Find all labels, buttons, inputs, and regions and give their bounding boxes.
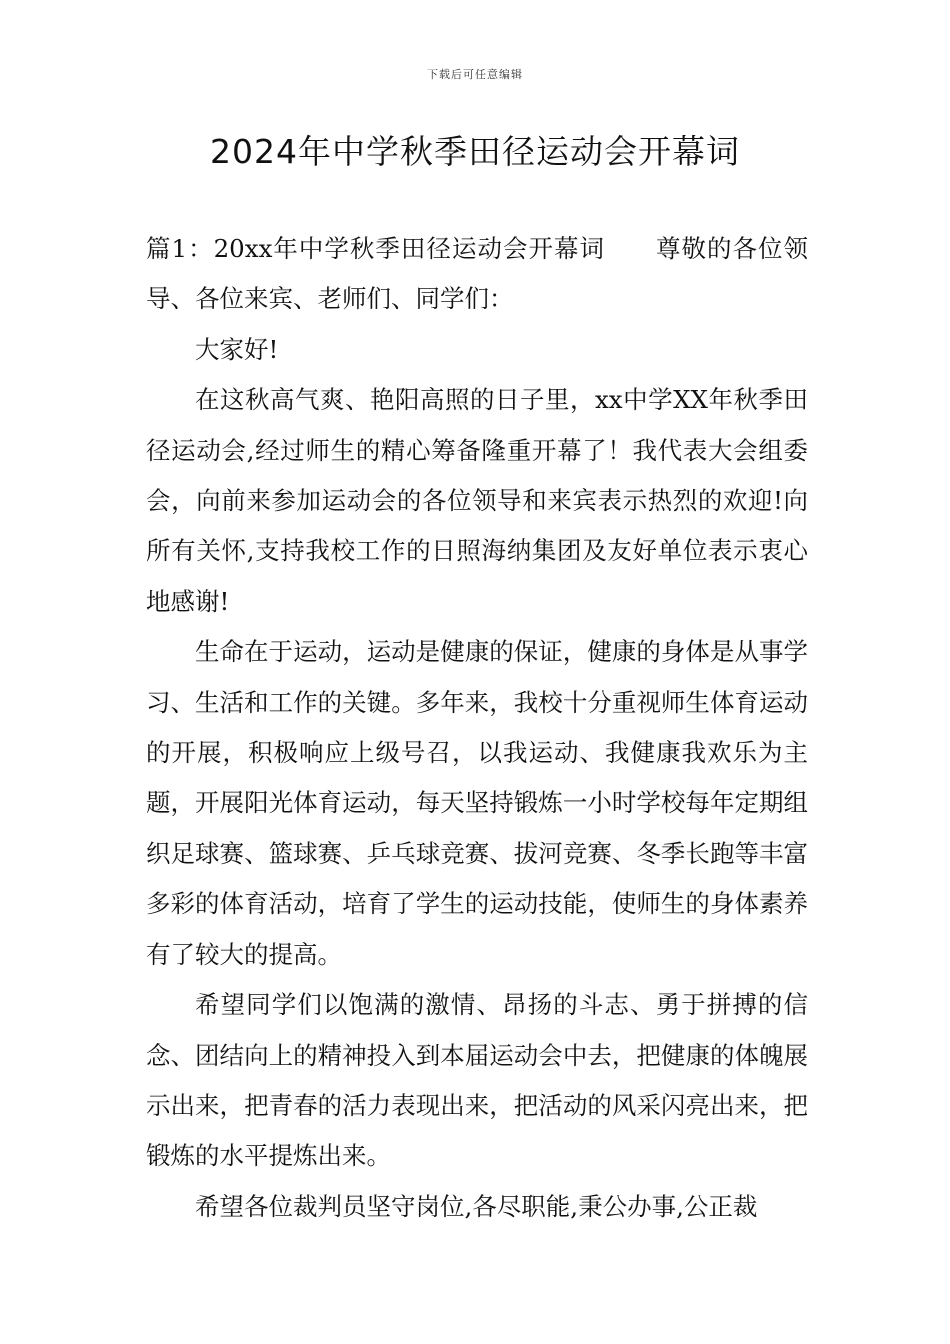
- document-body: [146, 224, 808, 1232]
- salutation-start: 尊敬的各位领: [654, 234, 808, 263]
- intro-paragraph: [146, 224, 808, 325]
- salutation-end: 导、各位来宾、老师们、同学们：: [146, 284, 514, 314]
- paragraph-greeting: 大家好!: [195, 334, 279, 364]
- page-title: 2024年中学秋季田径运动会开幕词: [210, 132, 740, 171]
- paragraph-students-hope: 希望同学们以饱满的激情、昂扬的斗志、勇于拼搏的信念、团结向上的精神投入到本届运动会中去，把健康的体魄展示出来，把青春的活力表现出来，把活动的风采闪亮出来，把锻炼的水平提炼出来。: [146, 990, 808, 1171]
- intro-label: 篇1：20xx年中学秋季田径运动会开幕词: [146, 234, 605, 263]
- paragraph-opening: 在这秋高气爽、艳阳高照的日子里，xx中学XX年秋季田径运动会,经过师生的精心筹备隆重开幕了！我代表大会组委会，向前来参加运动会的各位领导和来宾表示热烈的欢迎!向所有关怀,支持我校工作的日照海纳集团及友好单位表示衷心地感谢!: [146, 385, 808, 616]
- paragraph-sports-health: 生命在于运动，运动是健康的保证，健康的身体是从事学习、生活和工作的关键。多年来，我校十分重视师生体育运动的开展，积极响应上级号召，以我运动、我健康我欢乐为主题，开展阳光体育运动，每天坚持锻炼一小时学校每年定期组织足球赛、篮球赛、乒乓球竞赛、拔河竞赛、冬季长跑等丰富多彩的体育活动，培育了学生的运动技能，使师生的身体素养有了较大的提高。: [146, 637, 808, 969]
- paragraph-referees-hope: 希望各位裁判员坚守岗位,各尽职能,秉公办事,公正裁: [195, 1191, 758, 1221]
- header-note: 下载后可任意编辑: [427, 68, 523, 81]
